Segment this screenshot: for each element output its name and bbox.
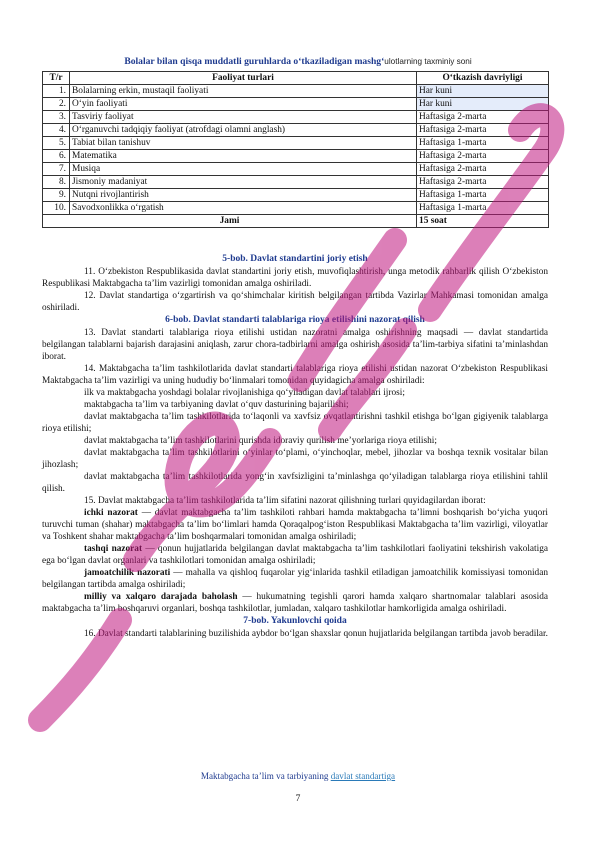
footer-reference — [0, 771, 596, 781]
table-row — [43, 150, 549, 163]
row-frequency: Har kuni — [417, 98, 549, 111]
row-number: 9. — [43, 189, 70, 202]
control-type-item — [42, 591, 548, 615]
paragraph-16: 16. Davlat standarti talablarining buzilishida aybdor bo‘lgan shaxslar qonun hujjatlarida belgilangan tartibda javob beradilar. — [84, 629, 548, 639]
row-number: 1. — [43, 85, 70, 98]
row-frequency: Haftasiga 2-marta — [417, 150, 549, 163]
paragraph-15: 15. Davlat maktabgacha ta’lim tashkilotlarida ta’lim sifatini nazorat qilishning turlari quyidagilardan iborat: — [84, 496, 486, 506]
table-row — [43, 85, 549, 98]
table-header-row — [43, 72, 549, 85]
row-activity: Jismoniy madaniyat — [70, 176, 417, 189]
chapter-7-heading: 7-bob. Yakunlovchi qoida — [243, 616, 347, 626]
row-activity: Nutqni rivojlantirish — [70, 189, 417, 202]
row-number: 7. — [43, 163, 70, 176]
total-value: 15 soat — [417, 215, 549, 228]
document-body — [42, 253, 548, 640]
control-type-text: — davlat maktabgacha ta’lim tashkiloti rahbari hamda maktabgacha ta’limni boshqarish bo‘yicha yuqori turuvchi tuman (shahar) maktabgacha ta’lim bo‘limlari hamda Qoraqalpog‘iston Respublikasi Maktabgacha ta’lim vazirligi, viloyatlar va Toshkent shahar maktabgacha ta’lim boshqarmalari tomonidan amalga oshiriladi; — [42, 508, 548, 542]
chapter-6-heading: 6-bob. Davlat standarti talablariga rioya etilishini nazorat qilish — [165, 315, 425, 325]
list-item: ilk va maktabgacha yoshdagi bolalar rivojlanishiga qo‘yiladigan davlat talablari ijrosi; — [84, 388, 405, 398]
table-total-row — [43, 215, 549, 228]
control-type-item — [42, 567, 548, 591]
list-item: davlat maktabgacha ta’lim tashkilotlarida to‘laqonli va xavfsiz ovqatlantirishni tashkil etishga bo‘lgan gigiyenik talablarga rioya etilishi; — [42, 412, 548, 434]
table-row — [43, 176, 549, 189]
row-frequency: Har kuni — [417, 85, 549, 98]
table-row — [43, 111, 549, 124]
row-activity: O‘rganuvchi tadqiqiy faoliyat (atrofdagi olamni anglash) — [70, 124, 417, 137]
row-number: 3. — [43, 111, 70, 124]
row-activity: Musiqa — [70, 163, 417, 176]
control-type-term: milliy va xalqaro darajada baholash — [84, 592, 238, 602]
paragraph-14: 14. Maktabgacha ta’lim tashkilotlarida davlat standarti talablariga rioya etilishi ustidan nazorat O‘zbekiston Respublikasi Maktabgacha ta’lim vazirligi va uning hududiy bo‘linmalari tomonidan quyidagicha amalga oshiriladi: — [42, 364, 548, 386]
row-activity: O‘yin faoliyati — [70, 98, 417, 111]
table-row — [43, 202, 549, 215]
row-frequency: Haftasiga 2-marta — [417, 176, 549, 189]
control-type-text: — hukumatning tegishli qarori hamda xalqaro shartnomalar talablari asosida maktabgacha ta’lim boshqaruvi organlari, boshqa tashkilotlar, jumladan, xalqaro tashkilotlar hamkorligida amalga oshiriladi. — [42, 592, 548, 614]
row-frequency: Haftasiga 1-marta — [417, 137, 549, 150]
control-type-text: — mahalla va qishloq fuqarolar yig‘inlarida tashkil etiladigan jamoatchilik komissiyasi tomonidan belgilangan tartibda amalga oshiriladi; — [42, 568, 548, 590]
paragraph-12: 12. Davlat standartiga o‘zgartirish va qo‘shimchalar kiritish belgilangan tartibda Vazirlar Mahkamasi tomonidan amalga oshiriladi. — [42, 291, 548, 313]
table-row — [43, 98, 549, 111]
page-number: 7 — [295, 794, 301, 804]
row-frequency: Haftasiga 1-marta — [417, 202, 549, 215]
row-frequency: Haftasiga 2-marta — [417, 124, 549, 137]
list-item: maktabgacha ta’lim va tarbiyaning davlat o‘quv dasturining bajarilishi; — [84, 400, 349, 410]
row-activity: Tasviriy faoliyat — [70, 111, 417, 124]
paragraph-11: 11. O‘zbekiston Respublikasida davlat standartini joriy etish, muvofiqlashtirish, unga metodik rahbarlik qilish O‘zbekiston Respublikasi Maktabgacha ta’lim vazirligi tomonidan amalga oshiriladi. — [42, 267, 548, 289]
control-type-term: tashqi nazorat — [84, 544, 143, 554]
row-activity: Bolalarning erkin, mustaqil faoliyati — [70, 85, 417, 98]
footer-link[interactable]: davlat standartiga — [330, 771, 396, 781]
table-row — [43, 163, 549, 176]
row-frequency: Haftasiga 2-marta — [417, 111, 549, 124]
table-row — [43, 124, 549, 137]
row-number: 4. — [43, 124, 70, 137]
control-type-term: jamoatchilik nazorati — [84, 568, 171, 578]
control-type-item — [42, 507, 548, 543]
row-frequency: Haftasiga 1-marta — [417, 189, 549, 202]
row-activity: Matematika — [70, 150, 417, 163]
list-item: davlat maktabgacha ta’lim tashkilotlarini qurishda idoraviy qurilish me’yorlariga rioya etilishi; — [84, 436, 437, 446]
row-frequency: Haftasiga 2-marta — [417, 163, 549, 176]
header-frequency: O‘tkazish davriyligi — [417, 72, 549, 85]
control-type-text: — qonun hujjatlarida belgilangan davlat maktabgacha ta’lim tashkilotlari faoliyatini tekshirish vakolatiga ega bo‘lgan davlat organlari va tashkilotlari tomonidan amalga oshiriladi; — [42, 544, 548, 566]
row-number: 6. — [43, 150, 70, 163]
table-title — [30, 56, 566, 67]
control-type-term: ichki nazorat — [84, 508, 138, 518]
control-type-item — [42, 543, 548, 567]
row-activity: Savodxonlikka o‘rgatish — [70, 202, 417, 215]
list-item: davlat maktabgacha ta’lim tashkilotlarida yong‘in xavfsizligini ta’minlashga qo‘yiladigan talablarga rioya etilishini tahlil qilish. — [42, 472, 548, 494]
table-row — [43, 189, 549, 202]
activities-table — [42, 71, 549, 228]
header-activity: Faoliyat turlari — [70, 72, 417, 85]
row-number: 8. — [43, 176, 70, 189]
total-label: Jami — [43, 215, 417, 228]
row-number: 5. — [43, 137, 70, 150]
footer-text: Maktabgacha ta’lim va tarbiyaning — [200, 771, 331, 781]
header-number: T/r — [43, 72, 70, 85]
list-item: davlat maktabgacha ta’lim tashkilotlarini o‘yinlar to‘plami, o‘yinchoqlar, mebel, jihozlar va boshqa texnik vositalar bilan jihozlash; — [42, 448, 548, 470]
table-row — [43, 137, 549, 150]
table-title-tail: ulotlarning taxminiy soni — [384, 57, 472, 66]
chapter-5-heading: 5-bob. Davlat standartini joriy etish — [222, 254, 368, 264]
table-title-main: Bolalar bilan qisqa muddatli guruhlarda o‘tkaziladigan mashg‘ — [124, 56, 385, 67]
row-number: 10. — [43, 202, 70, 215]
row-number: 2. — [43, 98, 70, 111]
paragraph-13: 13. Davlat standarti talablariga rioya etilishi ustidan nazoratni amalga oshirishning maqsadi — davlat standartida belgilangan talablarni bajarish darajasini aniqlash, zarur chora-tadbirlarni amalga oshirish asosida ta’lim-tarbiya sifatini ta’minlashdan iborat. — [42, 328, 548, 362]
row-activity: Tabiat bilan tanishuv — [70, 137, 417, 150]
